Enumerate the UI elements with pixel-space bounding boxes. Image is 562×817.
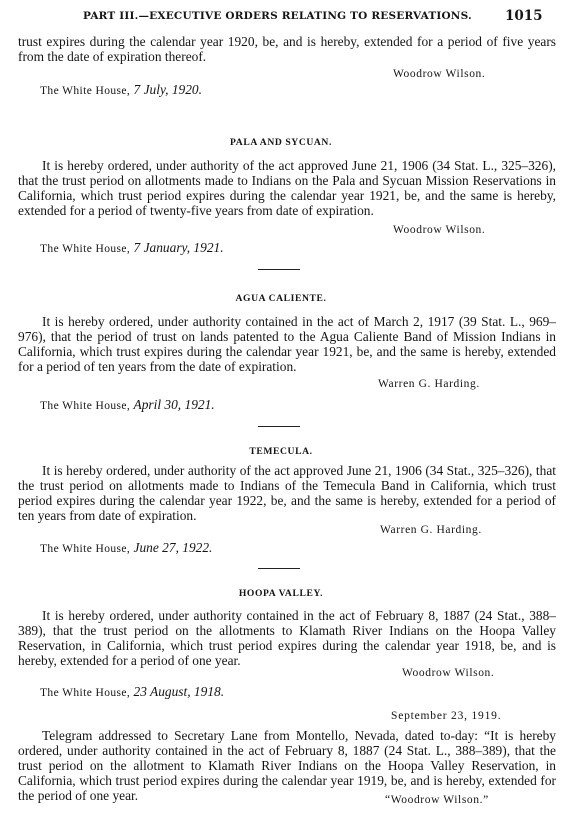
dateline-place: The White House, [40, 687, 131, 699]
dateline-place: The White House, [40, 543, 131, 555]
paragraph: It is hereby ordered, under authority of the act approved June 21, 1906 (34 Stat. L., 325–326), that the trust period on allotments made to Indians on the Pala and Sycuan Mission Reservations in California, which trust period expires during the calendar year 1921, be, and the same is hereby, extended for a period of twenty-five years from date of expiration. [18, 158, 556, 218]
section-divider [258, 269, 300, 270]
paragraph: It is hereby ordered, under authority contained in the act of February 8, 1887 (24 Stat., 388–389), that the trust period on the allotments to Klamath River Indians on the Hoopa Valley Reservation, in California, which trust period expires during the calendar year 1918, be, and is hereby, extended for a period of one year. [18, 608, 556, 668]
telegram-date-heading: September 23, 1919. [391, 710, 502, 722]
signature-harding-1921: Warren G. Harding. [378, 378, 480, 390]
dateline-date: 7 July, 1920. [133, 82, 202, 97]
signature-harding-1922: Warren G. Harding. [380, 524, 482, 536]
paragraph: Telegram addressed to Secretary Lane from Montello, Nevada, dated to-day: “It is hereby ordered, under authority contained in the act of February 8, 1887 (24 Stat. L., 388–389), that the trust period on the allotment to Klamath River Indians on the Hoopa Valley Reservation, in California, which trust period expires during the calendar year 1919, be, and is hereby, extended for the period of one year. [18, 728, 556, 803]
paragraph: It is hereby ordered, under authority contained in the act of March 2, 1917 (39 Stat. L., 969–976), that the period of trust on lands patented to the Agua Caliente Band of Mission Indians in California, which trust expires during the calendar year 1921, be, and the same is hereby, extended for a period of ten years from the date of expiration. [18, 314, 556, 374]
section-heading-temecula: TEMECULA. [249, 446, 313, 457]
paragraph: It is hereby ordered, under authority of the act approved June 21, 1906 (34 Stat., 325–326), that the trust period on allotments made to Indians of the Temecula Band in California, which trust period expires during the calendar year 1922, be, and the same is hereby, extended for a period of ten years from date of expiration. [18, 463, 556, 523]
telegram-text [18, 728, 556, 803]
dateline-apr-1921 [40, 397, 215, 413]
section-heading-hoopa-valley: HOOPA VALLEY. [238, 588, 324, 599]
signature-wilson-telegram: “Woodrow Wilson.” [385, 794, 489, 806]
signature-wilson-1920: Woodrow Wilson. [393, 68, 486, 80]
dateline-date: 23 August, 1918. [133, 684, 225, 699]
dateline-date: June 27, 1922. [133, 540, 213, 555]
signature-wilson-1921: Woodrow Wilson. [393, 224, 486, 236]
dateline-jan-1921 [40, 240, 224, 256]
paragraph: trust expires during the calendar year 1920, be, and is hereby, extended for a period of five years from the date of expiration thereof. [18, 34, 556, 64]
pala-sycuan-order-text [18, 158, 556, 218]
dateline-jun-1922 [40, 540, 212, 556]
section-heading-pala-sycuan: PALA AND SYCUAN. [230, 137, 332, 148]
dateline-place: The White House, [40, 85, 131, 97]
running-header-title: PART III.—EXECUTIVE ORDERS RELATING TO RESERVATIONS. [83, 10, 472, 22]
page-number: 1015 [505, 8, 543, 24]
hoopa-valley-order-text [18, 608, 556, 668]
temecula-order-text [18, 463, 556, 523]
section-heading-agua-caliente: AGUA CALIENTE. [235, 293, 327, 304]
dateline-place: The White House, [40, 243, 131, 255]
signature-wilson-1918: Woodrow Wilson. [402, 667, 495, 679]
agua-caliente-order-text [18, 314, 556, 374]
dateline-date: 7 January, 1921. [133, 240, 224, 255]
dateline-place: The White House, [40, 400, 131, 412]
running-header [0, 8, 562, 26]
dateline-aug-1918 [40, 684, 224, 700]
continued-order-text [18, 34, 556, 64]
dateline-1920 [40, 82, 202, 98]
dateline-date: April 30, 1921. [133, 397, 215, 412]
section-divider [258, 426, 300, 427]
section-divider [258, 568, 300, 569]
